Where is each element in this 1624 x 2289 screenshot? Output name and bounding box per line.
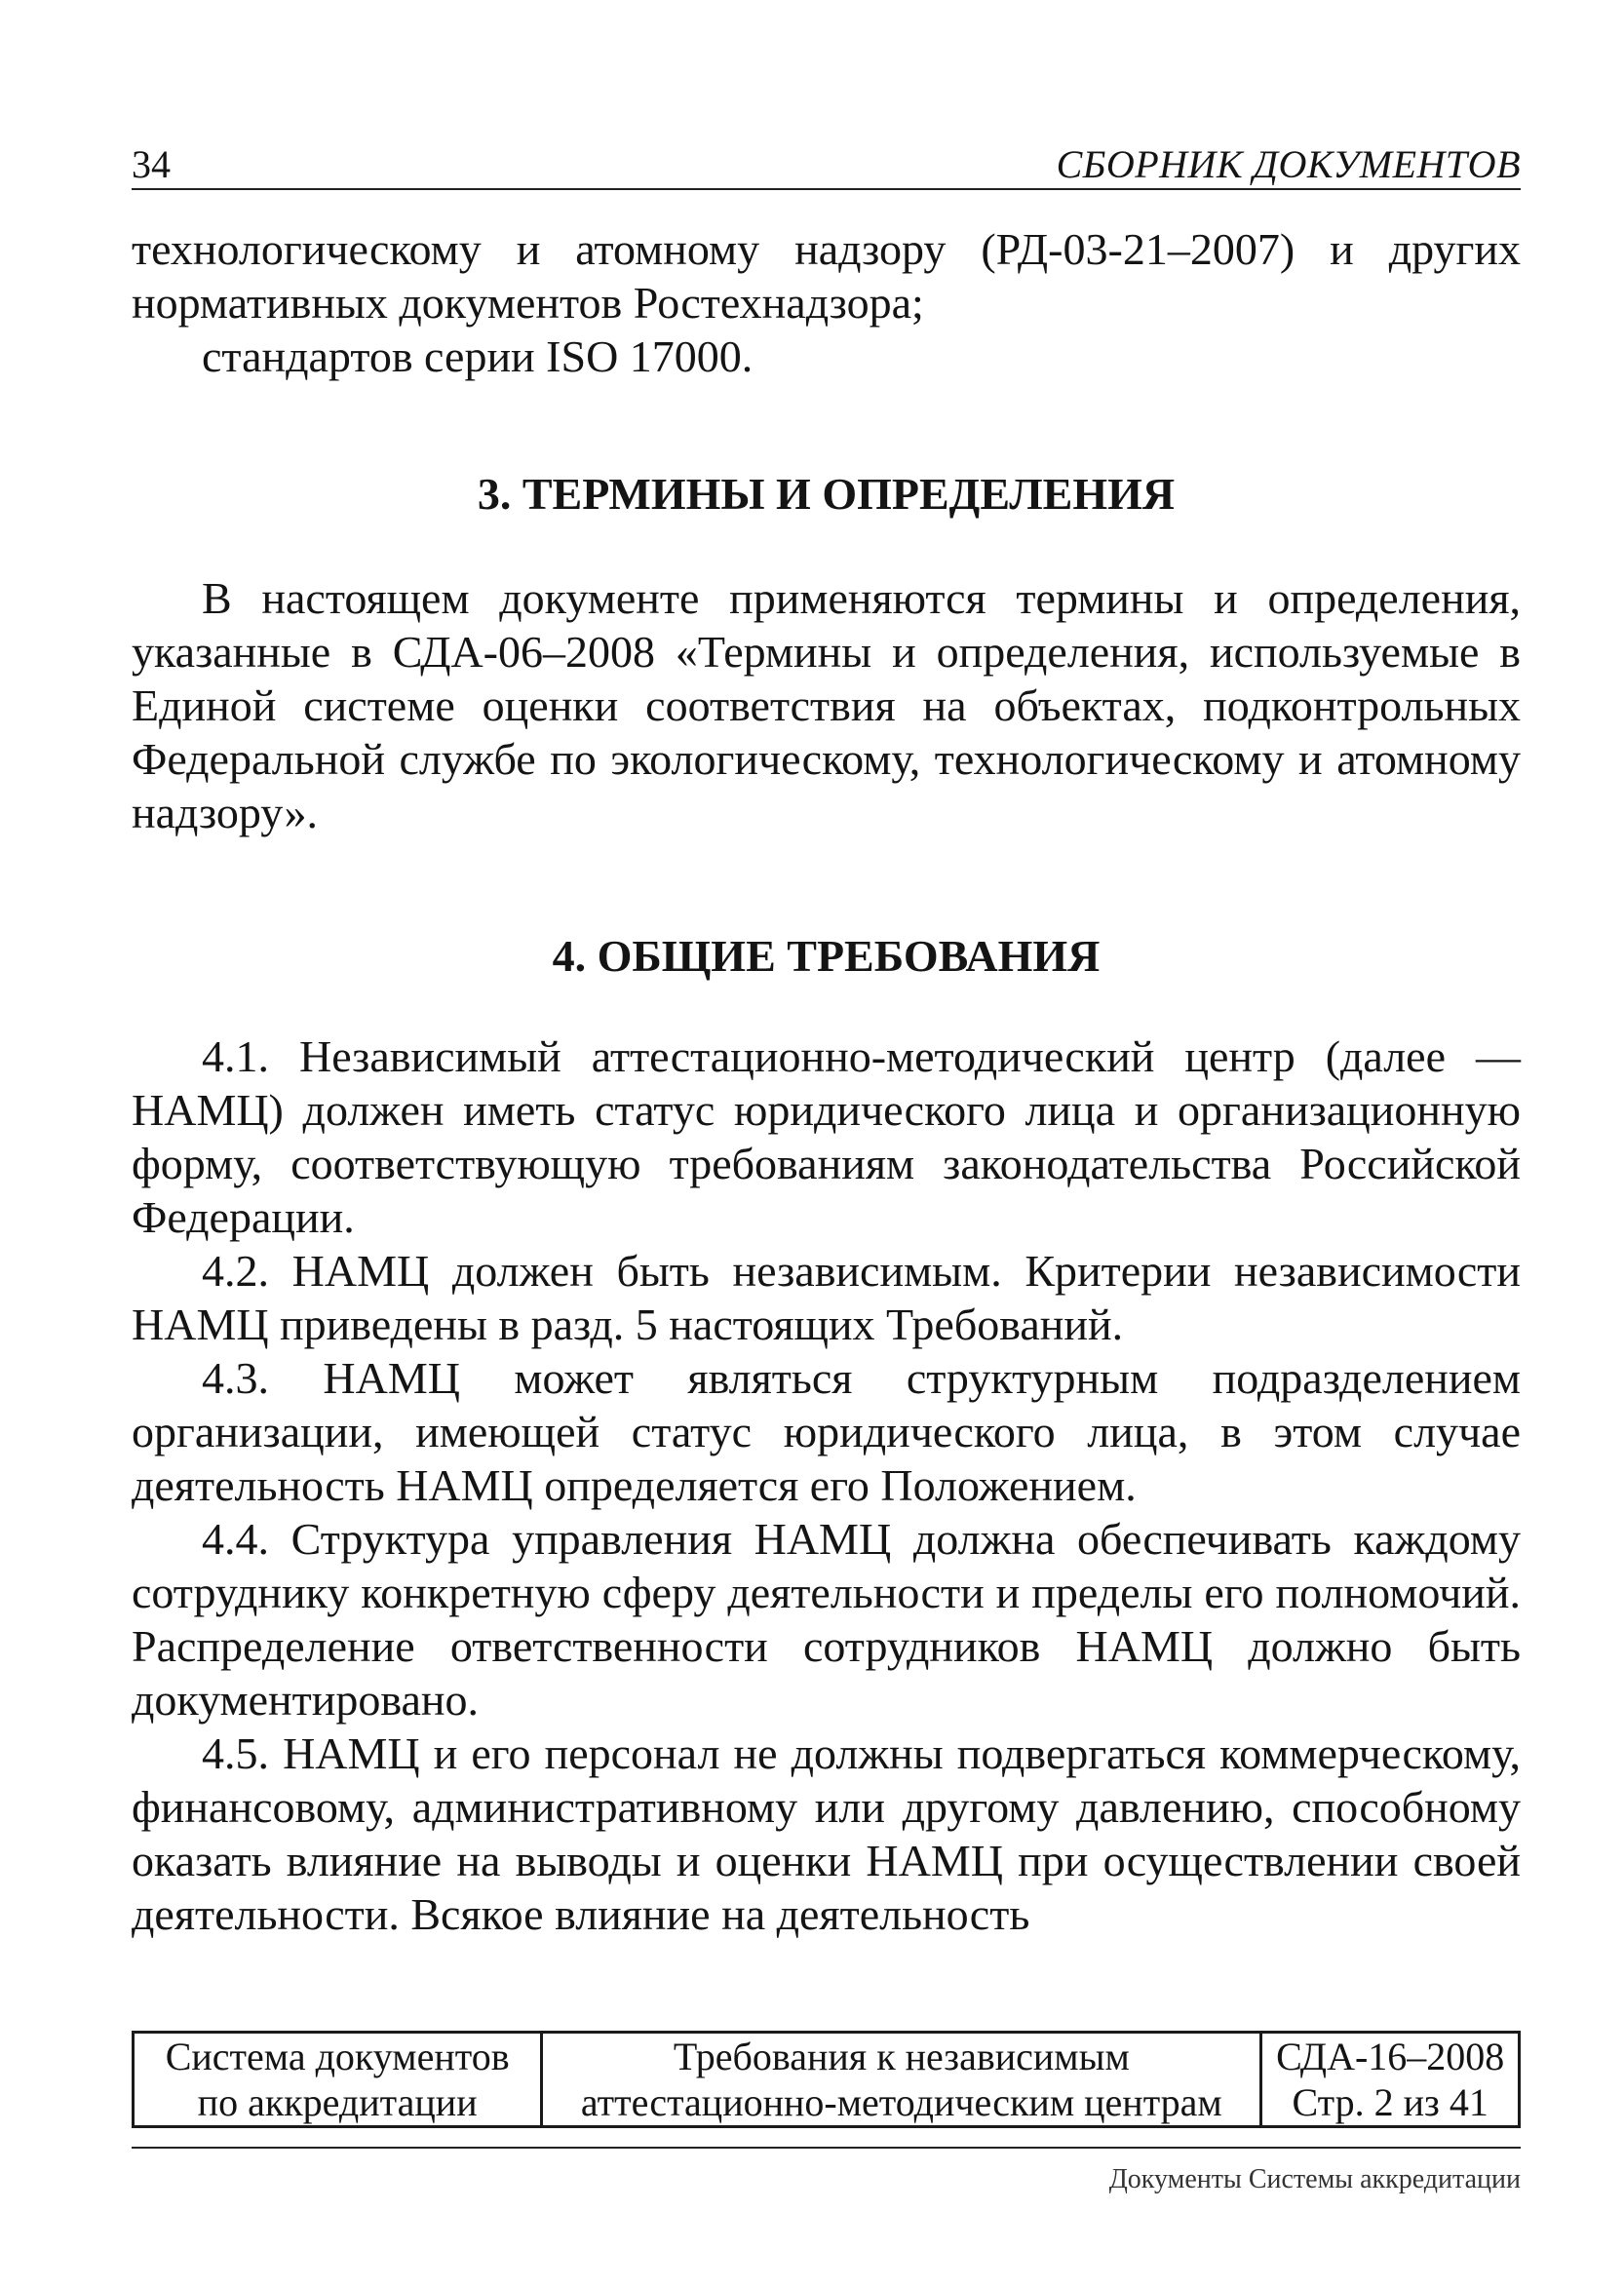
clause-4-1: 4.1. Независимый аттестационно-методический центр (далее — НАМЦ) должен иметь статус юридического лица и организационную форму, соответствующую требованиям законодательства Российской Федерации. [132,1031,1521,1242]
running-title: СБОРНИК ДОКУМЕНТОВ [1056,142,1521,186]
clause-4-4: 4.4. Структура управления НАМЦ должна обеспечивать каждому сотруднику конкретную сферу деятельности и пределы его полномочий. Распределение ответственности сотрудников НАМЦ должно быть документировано. [132,1514,1521,1725]
section-3-paragraph: В настоящем документе применяются термины и определения, указанные в СДА-06–2008 «Термины и определения, используемые в Единой системе оценки соответствия на объектах, подконтрольных Федеральной службе по экологическому, технологическому и атомному надзору». [132,573,1521,837]
document-page [132,0,1521,2289]
footer-code-cell [1261,2033,1520,2127]
footer-system-cell [134,2033,542,2127]
clause-4-2: 4.2. НАМЦ должен быть независимым. Критерии независимости НАМЦ приведены в разд. 5 настоящих Требований. [132,1246,1521,1349]
intro-item-iso: стандартов серии ISO 17000. [202,331,754,381]
section-4-heading: 4. ОБЩИЕ ТРЕБОВАНИЯ [552,931,1101,981]
footer-document-code: СДА-16–2008 [1276,2035,1505,2078]
footer-title-cell [542,2033,1261,2127]
footer-page-count: Стр. 2 из 41 [1292,2080,1489,2124]
page-header [132,141,1521,190]
document-footer-table [132,2031,1521,2128]
footer-title-line-1: Требования к независимым [673,2035,1130,2078]
page-number: 34 [132,142,171,186]
clause-4-3: 4.3. НАМЦ может являться структурным подразделением организации, имеющей статус юридического лица, в этом случае деятельность НАМЦ определяется его Положением. [132,1353,1521,1510]
section-3-heading: 3. ТЕРМИНЫ И ОПРЕДЕЛЕНИЯ [477,469,1176,519]
bottom-divider [132,2147,1521,2149]
footer-system-line-2: по аккредитации [197,2080,478,2124]
bottom-caption: Документы Системы аккредитации [1108,2164,1521,2194]
footer-system-line-1: Система документов [165,2035,510,2078]
body-text [132,222,1521,1941]
clause-4-5: 4.5. НАМЦ и его персонал не должны подвергаться коммерческому, финансовому, административному или другому давлению, способному оказать влияние на выводы и оценки НАМЦ при осуществлении своей деятельности. Всякое влияние на деятельность [132,1728,1521,1939]
footer-title-line-2: аттестационно-методическим центрам [580,2080,1222,2124]
intro-paragraph: технологическому и атомному надзору (РД-03-21–2007) и других нормативных документов Ростехнадзора; [132,224,1521,328]
footer-table-row [134,2033,1520,2127]
